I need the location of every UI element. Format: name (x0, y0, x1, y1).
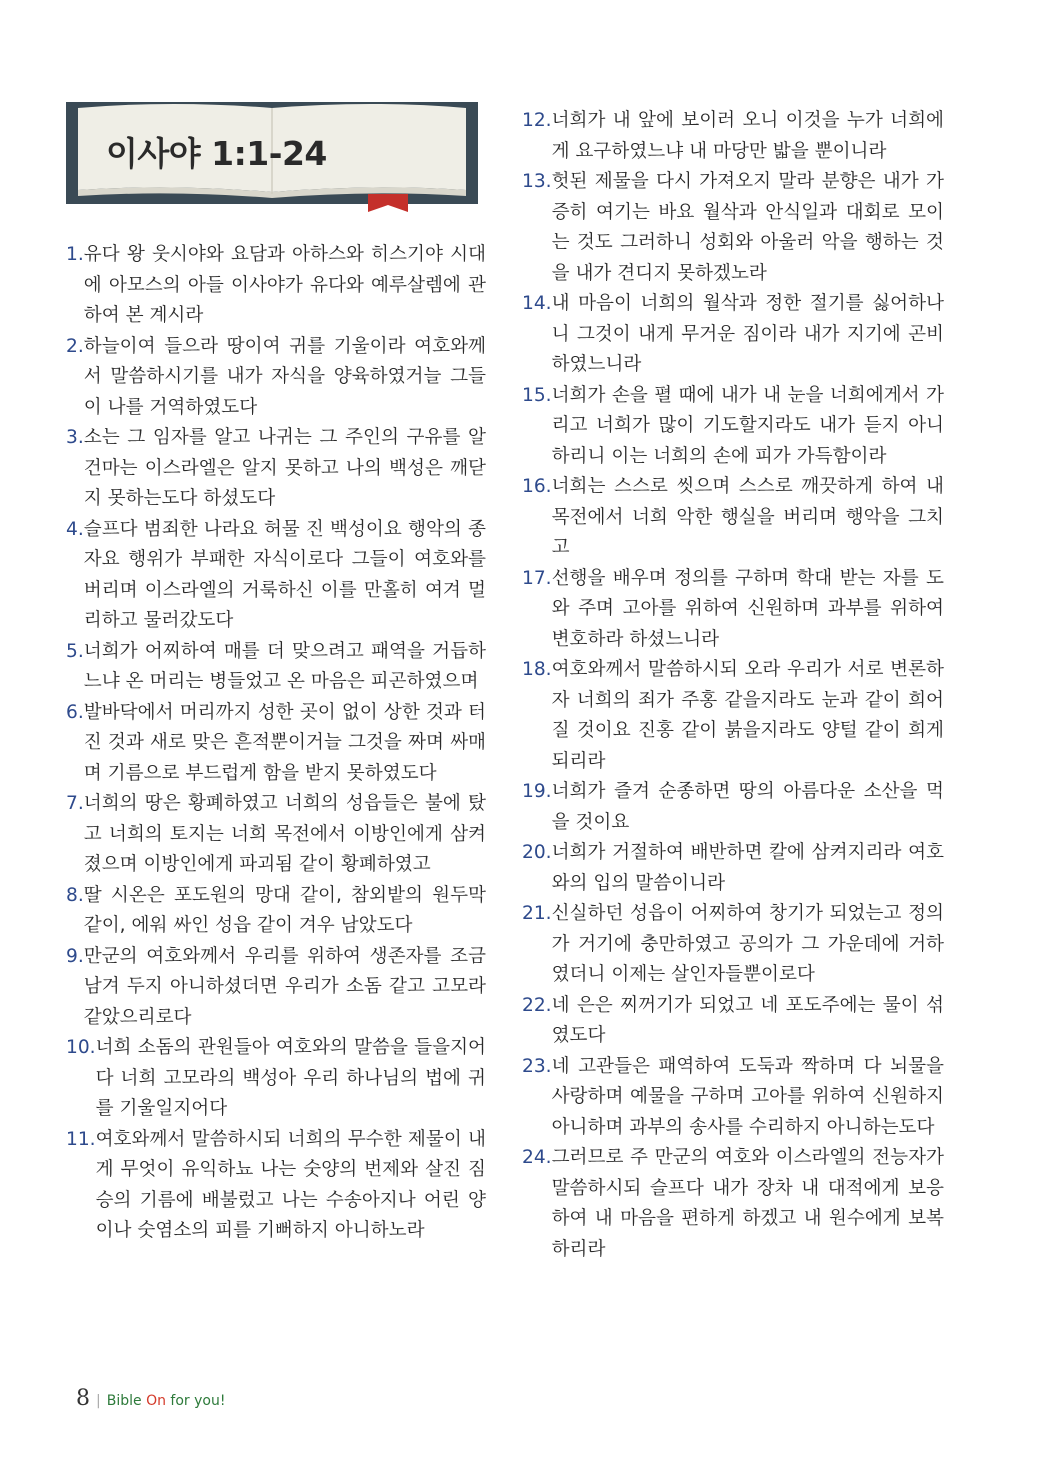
verse-number: 4. (66, 518, 84, 540)
verse-column-right (522, 106, 944, 1265)
verse (522, 838, 944, 899)
verse-number: 3. (66, 427, 84, 448)
verse-number: 7. (66, 793, 84, 814)
verse-text: 너희가 내 앞에 보이러 오니 이것을 누가 너희에게 요구하였느냐 내 마당만 밟을 뿐이니라 (551, 110, 944, 162)
verse (522, 777, 944, 838)
verse (522, 167, 944, 289)
verse-text: 네 고관들은 패역하여 도둑과 짝하며 다 뇌물을 사랑하며 예물을 구하며 고아를 위하여 신원하지 아니하며 과부의 송사를 수리하지 아니하는도다 (551, 1055, 944, 1138)
verse (522, 991, 944, 1052)
verse-number: 8. (66, 884, 84, 906)
verse (522, 381, 944, 473)
verse-text: 슬프다 범죄한 나라요 허물 진 백성이요 행악의 종자요 행위가 부패한 자식이로다 그들이 여호와를 버리며 이스라엘의 거룩하신 이를 만홀히 여겨 멀리하고 물러갔도다 (83, 518, 486, 631)
verse-number: 19. (522, 781, 552, 802)
verse (522, 472, 944, 564)
verse-number: 23. (522, 1055, 552, 1077)
verse (522, 289, 944, 381)
verse (66, 515, 486, 637)
verse (522, 106, 944, 167)
verse-text: 발바닥에서 머리까지 성한 곳이 없이 상한 것과 터진 것과 새로 맞은 흔적뿐이거늘 그것을 짜며 싸매며 기름으로 부드럽게 함을 받지 못하였도다 (83, 701, 486, 784)
verse-text: 네 은은 찌꺼기가 되었고 네 포도주에는 물이 섞였도다 (551, 994, 944, 1046)
verse-text: 너희의 땅은 황폐하였고 너희의 성읍들은 불에 탔고 너희의 토지는 너희 목전에서 이방인에게 삼켜졌으며 이방인에게 파괴됨 같이 황폐하였고 (83, 793, 486, 875)
verse-number: 20. (522, 842, 552, 863)
verse-text: 여호와께서 말씀하시되 너희의 무수한 제물이 내게 무엇이 유익하뇨 나는 숫양의 번제와 살진 짐승의 기름에 배불렀고 나는 수송아지나 어린 양이나 숫염소의 피를 기뻐하지 아니하노라 (95, 1128, 486, 1241)
verse-text: 너희가 거절하여 배반하면 칼에 삼켜지리라 여호와의 입의 말씀이니라 (551, 842, 944, 894)
verse (522, 564, 944, 656)
verse-number: 18. (522, 659, 552, 680)
brand-text-for-you: for you! (165, 1393, 226, 1409)
verse-text: 하늘이여 들으라 땅이여 귀를 기울이라 여호와께서 말씀하시기를 내가 자식을 양육하였거늘 그들이 나를 거역하였도다 (83, 335, 486, 418)
verse-number: 10. (66, 1037, 96, 1058)
verse (66, 423, 486, 515)
verse (66, 1033, 486, 1125)
verse-number: 16. (522, 476, 552, 497)
verse-number: 13. (522, 171, 552, 192)
verse-number: 5. (66, 640, 84, 662)
verse-text: 너희 소돔의 관원들아 여호와의 말씀을 들을지어다 너희 고모라의 백성아 우리 하나님의 법에 귀를 기울일지어다 (95, 1037, 486, 1119)
verse-number: 15. (522, 384, 552, 406)
verse-text: 만군의 여호와께서 우리를 위하여 생존자를 조금 남겨 두지 아니하셨더면 우리가 소돔 같고 고모라 같았으리로다 (83, 945, 486, 1028)
verse-text: 너희가 손을 펼 때에 내가 내 눈을 너희에게서 가리고 너희가 많이 기도할지라도 내가 듣지 아니하리니 이는 너희의 손에 피가 가득함이라 (551, 384, 944, 467)
verse (66, 942, 486, 1034)
verse-number: 24. (522, 1147, 552, 1168)
brand-text-bible: Bible (106, 1393, 147, 1409)
verse (66, 881, 486, 942)
verse-text: 소는 그 임자를 알고 나귀는 그 주인의 구유를 알건마는 이스라엘은 알지 못하고 나의 백성은 깨닫지 못하는도다 하셨도다 (83, 427, 486, 509)
verse-number: 22. (522, 994, 552, 1016)
verse-text: 너희가 어찌하여 매를 더 맞으려고 패역을 거듭하느냐 온 머리는 병들었고 온 마음은 피곤하였으며 (83, 640, 486, 692)
verse-number: 6. (66, 701, 84, 723)
verse-text: 그러므로 주 만군의 여호와 이스라엘의 전능자가 말씀하시되 슬프다 내가 장차 내 대적에게 보응하여 내 마음을 편하게 하겠고 내 원수에게 보복하리라 (551, 1147, 944, 1260)
verse (66, 332, 486, 424)
title-banner (62, 98, 482, 218)
verse-text: 내 마음이 너희의 월삭과 정한 절기를 싫어하나니 그것이 내게 무거운 짐이라 내가 지기에 곤비하였느니라 (551, 293, 944, 375)
verse-text: 너희는 스스로 씻으며 스스로 깨끗하게 하여 내 목전에서 너희 악한 행실을 버리며 행악을 그치고 (551, 476, 944, 558)
brand-text-on: On (146, 1393, 166, 1409)
verse-text: 신실하던 성읍이 어찌하여 창기가 되었는고 정의가 거기에 충만하였고 공의가 그 가운데에 거하였더니 이제는 살인자들뿐이로다 (551, 903, 944, 985)
verse-text: 선행을 배우며 정의를 구하며 학대 받는 자를 도와 주며 고아를 위하여 신원하며 과부를 위하여 변호하라 하셨느니라 (551, 567, 944, 650)
verse-number: 11. (66, 1128, 96, 1150)
brand-logo (107, 1393, 226, 1409)
verse-number: 17. (522, 567, 552, 589)
verse-text: 너희가 즐겨 순종하면 땅의 아름다운 소산을 먹을 것이요 (551, 781, 944, 833)
verse (66, 698, 486, 790)
verse-number: 1. (66, 244, 84, 265)
verse-number: 2. (66, 335, 84, 357)
verse (522, 899, 944, 991)
verse-text: 딸 시온은 포도원의 망대 같이, 참외밭의 원두막 같이, 에워 싸인 성읍 같이 겨우 남았도다 (83, 884, 486, 936)
verse (66, 1125, 486, 1247)
page-number: 8 (76, 1386, 90, 1411)
verse (66, 637, 486, 698)
footer-separator: | (96, 1393, 101, 1409)
page-footer (76, 1386, 225, 1411)
verse (66, 789, 486, 881)
verse (522, 1143, 944, 1265)
verse (522, 1052, 944, 1144)
verse-column-left (66, 240, 486, 1247)
verse-text: 헛된 제물을 다시 가져오지 말라 분향은 내가 가증히 여기는 바요 월삭과 안식일과 대회로 모이는 것도 그러하니 성회와 아울러 악을 행하는 것을 내가 견디지 못하겠노라 (551, 171, 944, 284)
verse-number: 12. (522, 110, 552, 131)
verse (66, 240, 486, 332)
verse-number: 14. (522, 293, 552, 314)
verse-text: 유다 왕 웃시야와 요담과 아하스와 히스기야 시대에 아모스의 아들 이사야가 유다와 예루살렘에 관하여 본 계시라 (83, 244, 486, 326)
verse (522, 655, 944, 777)
verse-number: 9. (66, 945, 84, 967)
verse-text: 여호와께서 말씀하시되 오라 우리가 서로 변론하자 너희의 죄가 주홍 같을지라도 눈과 같이 희어질 것이요 진홍 같이 붉을지라도 양털 같이 희게 되리라 (551, 659, 944, 772)
page-title: 이사야 1:1-24 (106, 134, 327, 173)
verse-number: 21. (522, 903, 552, 924)
